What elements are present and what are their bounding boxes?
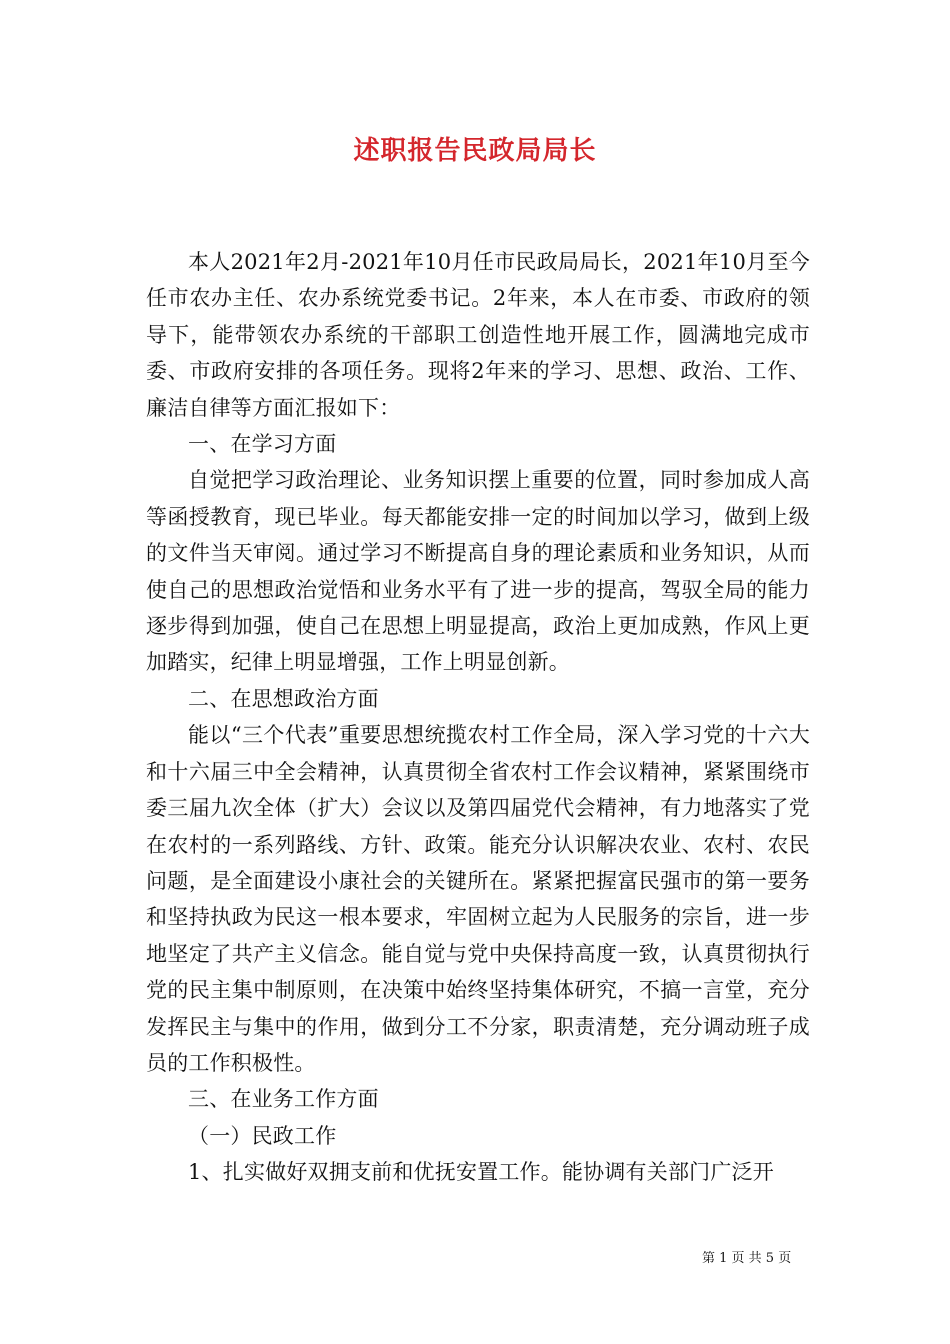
paragraph-item-1: 1、扎实做好双拥支前和优抚安置工作。能协调有关部门广泛开 [188, 1160, 774, 1185]
page-number-footer: 第 1 页 共 5 页 [702, 1251, 792, 1266]
subsection-heading-civil-affairs: （一）民政工作 [188, 1123, 337, 1148]
section-heading-study: 一、在学习方面 [188, 432, 337, 457]
document-title: 述职报告民政局局长 [353, 136, 597, 166]
paragraph-study: 自觉把学习政治理论、业务知识摆上重要的位置，同时参加成人高等函授教育，现已毕业。每天都能安排一定的时间加以学习，做到上级的文件当天审阅。通过学习不断提高自身的理论素质和业务知识，从而使自己的思想政治觉悟和业务水平有了进一步的提高，驾驭全局的能力逐步得到加强，使自己在思想上明显提高，政治上更加成熟，作风上更加踏实，纪律上明显增强，工作上明显创新。 [146, 468, 810, 675]
document-body [146, 244, 810, 1191]
paragraph-intro: 本人2021年2月-2021年10月任市民政局局长，2021年10月至今任市农办主任、农办系统党委书记。2年来，本人在市委、市政府的领导下，能带领农办系统的干部职工创造性地开展工作，圆满地完成市委、市政府安排的各项任务。现将2年来的学习、思想、政治、工作、廉洁自律等方面汇报如下： [146, 250, 810, 420]
paragraph-politics: 能以“三个代表”重要思想统揽农村工作全局，深入学习党的十六大和十六届三中全会精神，认真贯彻全省农村工作会议精神，紧紧围绕市委三届九次全体（扩大）会议以及第四届党代会精神，有力地落实了党在农村的一系列路线、方针、政策。能充分认识解决农业、农村、农民问题，是全面建设小康社会的关键所在。紧紧把握富民强市的第一要务和坚持执政为民这一根本要求，牢固树立起为人民服务的宗旨，进一步地坚定了共产主义信念。能自觉与党中央保持高度一致，认真贯彻执行党的民主集中制原则，在决策中始终坚持集体研究，不搞一言堂，充分发挥民主与集中的作用，做到分工不分家，职责清楚，充分调动班子成员的工作积极性。 [146, 723, 810, 1075]
section-heading-politics: 二、在思想政治方面 [188, 686, 379, 711]
section-heading-work: 三、在业务工作方面 [188, 1087, 379, 1112]
